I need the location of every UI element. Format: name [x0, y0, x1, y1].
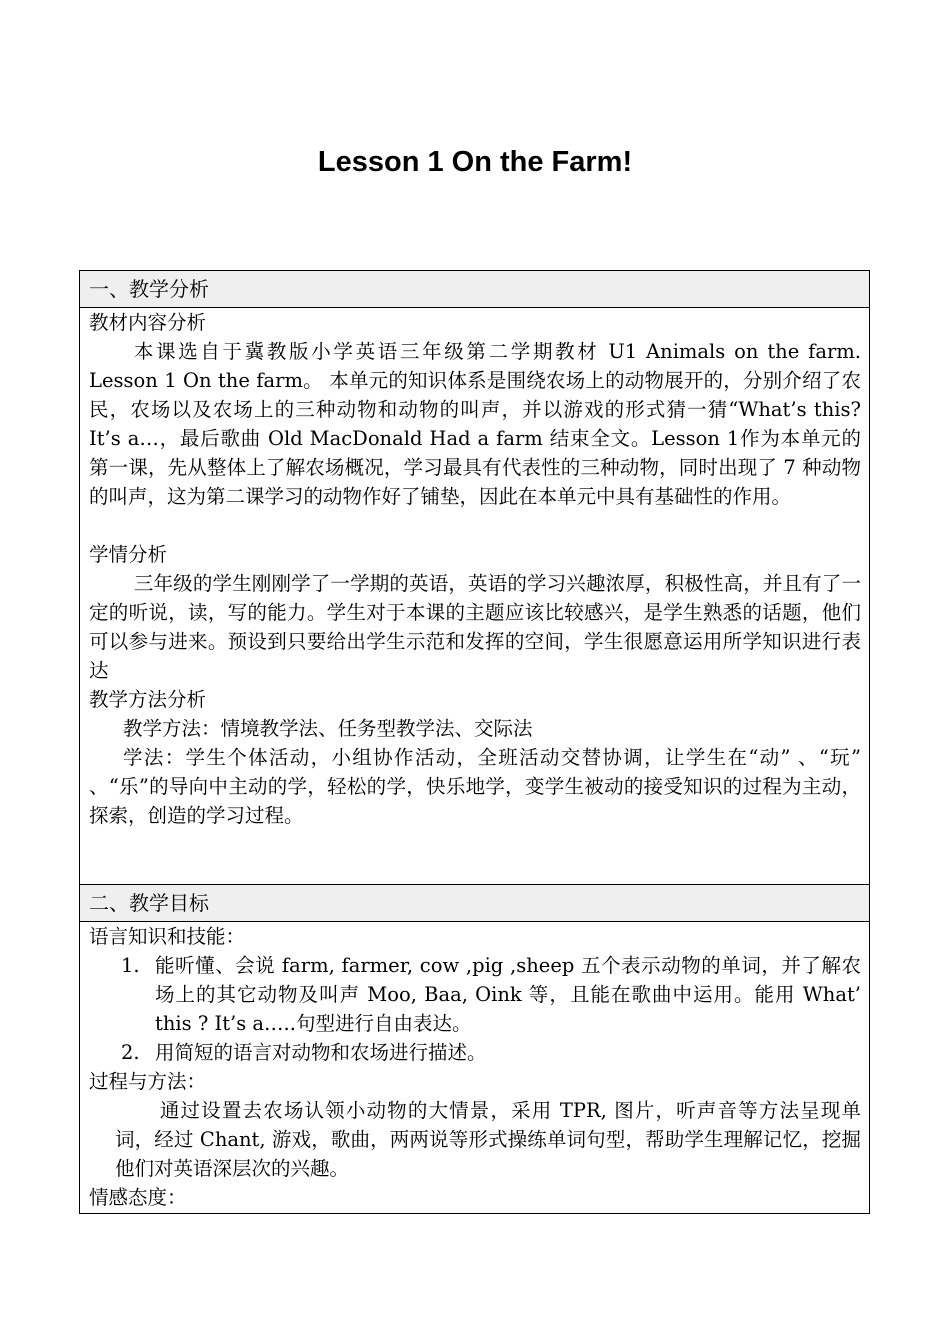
process-method-heading: 过程与方法：	[89, 1070, 207, 1093]
student-analysis-paragraph: 三年级的学生刚刚学了一学期的英语，英语的学习兴趣浓厚，积极性高，并且有了一定的听说，读，写的能力。学生对于本课的主题应该比较感兴，是学生熟悉的话题，他们可以参与进来。预设到只要给出学生示范和发挥的空间，学生很愿意运用所学知识进行表达	[89, 572, 861, 682]
lesson-plan-table	[79, 270, 870, 1214]
blank-line	[89, 511, 861, 540]
process-method-paragraph: 通过设置去农场认领小动物的大情景，采用 TPR, 图片，听声音等方法呈现单词，经过 Chant, 游戏，歌曲，两两说等形式操练单词句型，帮助学生理解记忆，挖掘他们对英语深层次的兴趣。	[115, 1099, 861, 1180]
teaching-method-line: 教学方法：情境教学法、任务型教学法、交际法	[123, 717, 533, 740]
list-item-number: 1.	[121, 954, 140, 977]
objectives-cell	[80, 922, 869, 1213]
emotion-attitude-heading: 情感态度：	[89, 1186, 187, 1209]
list-item-text: 能听懂、会说 farm, farmer, cow ,pig ,sheep 五个表示动物的单词，并了解农场上的其它动物及叫声 Moo, Baa, Oink 等，且能在歌曲中运用。能用 What’ this ? It’s a…..句型进行自由表达。	[155, 954, 861, 1035]
analysis-cell	[80, 308, 869, 885]
list-item	[89, 1038, 861, 1067]
method-analysis-heading: 教学方法分析	[89, 688, 207, 711]
student-analysis-heading: 学情分析	[89, 543, 168, 566]
learning-method-paragraph: 学法：学生个体活动，小组协作活动，全班活动交替协调，让学生在“动” 、“玩” 、“乐”的导向中主动的学，轻松的学，快乐地学，变学生被动的接受知识的过程为主动，探索，创造的学习过程。	[89, 746, 861, 827]
content-analysis-heading: 教材内容分析	[89, 311, 207, 334]
section-header-analysis: 一、教学分析	[80, 271, 869, 308]
knowledge-skills-heading: 语言知识和技能：	[89, 925, 246, 948]
page-title: Lesson 1 On the Farm!	[317, 146, 633, 178]
content-analysis-paragraph: 本课选自于冀教版小学英语三年级第二学期教材 U1 Animals on the farm. Lesson 1 On the farm。 本单元的知识体系是围绕农场上的动物展开的，分别介绍了农民，农场以及农场上的三种动物和动物的叫声，并以游戏的形式猜一猜“What’s this? It’s a…，最后歌曲 Old MacDonald Had a farm 结束全文。Lesson 1作为本单元的第一课，先从整体上了解农场概况，学习最具有代表性的三种动物，同时出现了 7 种动物的叫声，这为第二课学习的动物作好了铺垫，因此在本单元中具有基础性的作用。	[89, 340, 861, 508]
list-item-text: 用简短的语言对动物和农场进行描述。	[155, 1041, 487, 1064]
list-item	[89, 951, 861, 1038]
list-item-number: 2.	[121, 1041, 140, 1064]
section-header-objectives: 二、教学目标	[80, 885, 869, 922]
